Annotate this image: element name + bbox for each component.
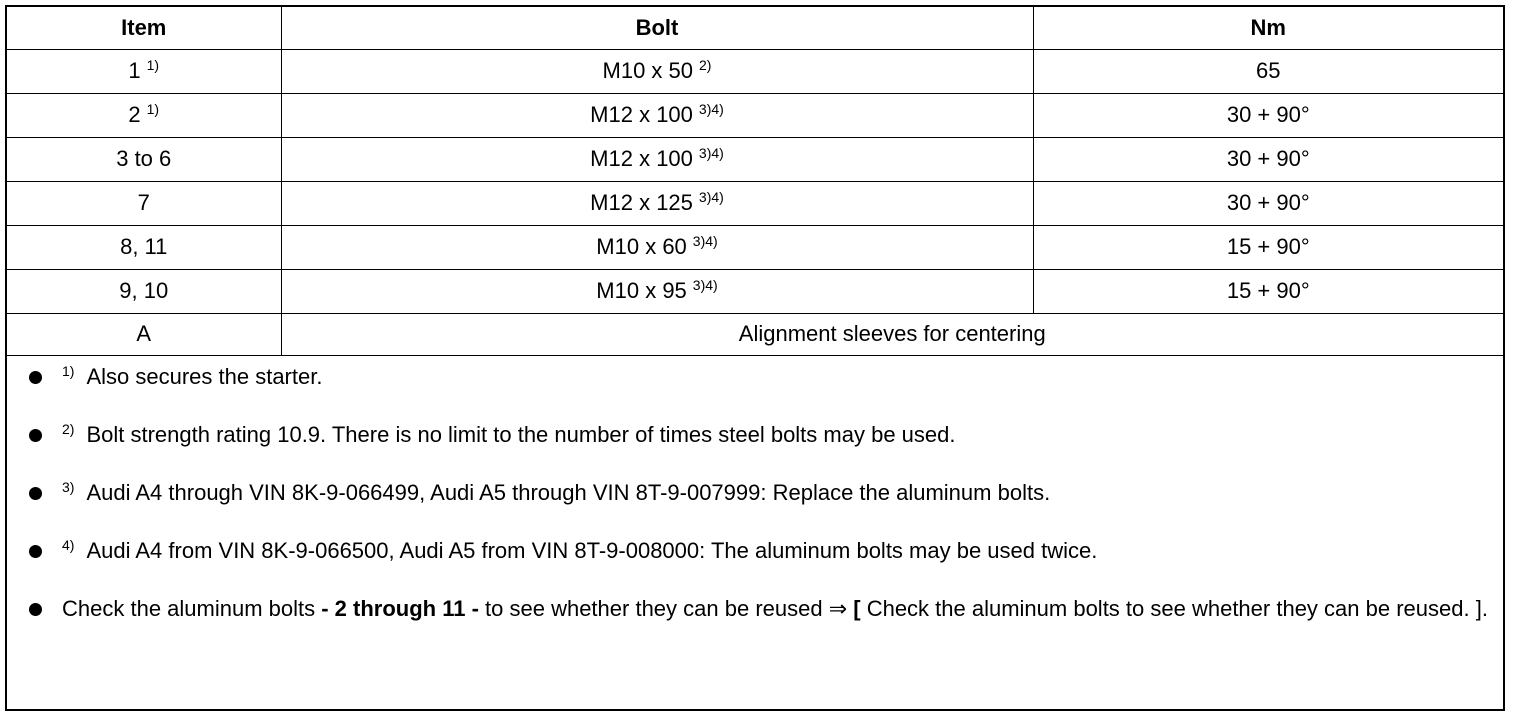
table-row <box>7 181 1503 225</box>
item-cell <box>7 137 281 181</box>
table-header-row <box>7 7 1503 49</box>
alignment-row <box>7 313 1503 355</box>
item-cell <box>7 225 281 269</box>
bullet-icon <box>29 545 42 558</box>
list-item <box>7 595 1503 622</box>
torque-specification-panel <box>5 5 1505 711</box>
bolt-value: M10 x 95 <box>596 278 687 303</box>
item-value: 7 <box>137 190 150 215</box>
bullet-icon <box>29 371 42 384</box>
footnote-text: Audi A4 from VIN 8K-9-066500, Audi A5 from VIN 8T-9-008000: The aluminum bolts may be used twice. <box>86 538 1098 563</box>
check-note-suffix: . <box>1481 596 1488 621</box>
footnote-marker: 1) <box>62 363 75 379</box>
bolt-footnote: 3)4) <box>698 189 724 205</box>
footnote-marker: 3) <box>62 479 75 495</box>
bolt-footnote: 2) <box>699 57 712 73</box>
table-row <box>7 225 1503 269</box>
item-cell <box>7 181 281 225</box>
table-row <box>7 269 1503 313</box>
item-value: 2 <box>128 102 141 127</box>
torque-cell: 30 + 90° <box>1033 93 1503 137</box>
bolt-cell <box>281 269 1033 313</box>
list-item <box>7 421 1503 451</box>
check-note-prefix: Check the aluminum bolts <box>62 596 322 621</box>
item-value: 1 <box>128 58 141 83</box>
bolt-cell <box>281 225 1033 269</box>
table-row <box>7 49 1503 93</box>
alignment-description: Alignment sleeves for centering <box>281 313 1503 355</box>
list-item <box>7 537 1503 567</box>
bolt-cell <box>281 137 1033 181</box>
footnote-text: Bolt strength rating 10.9. There is no limit to the number of times steel bolts may be used. <box>86 422 956 447</box>
torque-table <box>7 7 1503 356</box>
check-aluminum-bolts-link[interactable]: Check the aluminum bolts to see whether they can be reused. <box>860 596 1476 621</box>
item-footnote: 1) <box>146 57 160 73</box>
check-note-bold: - 2 through 11 - <box>321 596 479 621</box>
torque-cell: 15 + 90° <box>1033 269 1503 313</box>
bolt-value: M10 x 50 <box>602 58 694 83</box>
footnote-marker: 2) <box>62 421 75 437</box>
column-header-nm: Nm <box>1033 7 1503 49</box>
item-cell: A <box>7 313 281 355</box>
link-bracket-open: [ <box>853 596 861 621</box>
footnotes-list <box>7 363 1503 650</box>
column-header-bolt: Bolt <box>281 7 1033 49</box>
bolt-footnote: 3)4) <box>698 145 724 161</box>
bolt-footnote: 3)4) <box>692 233 718 249</box>
table-row <box>7 137 1503 181</box>
item-cell <box>7 49 281 93</box>
torque-cell: 15 + 90° <box>1033 225 1503 269</box>
footnote-text: Also secures the starter. <box>86 364 323 389</box>
footnote-text: Audi A4 through VIN 8K-9-066499, Audi A5 through VIN 8T-9-007999: Replace the aluminum bolts. <box>86 480 1051 505</box>
item-footnote: 1) <box>146 101 160 117</box>
bolt-footnote: 3)4) <box>698 101 724 117</box>
bolt-cell <box>281 181 1033 225</box>
bolt-value: M12 x 100 <box>590 146 693 171</box>
item-value: 3 to 6 <box>116 146 172 171</box>
bullet-icon <box>29 429 42 442</box>
bolt-value: M12 x 125 <box>590 190 693 215</box>
bullet-icon <box>29 603 42 616</box>
link-bracket-close: ] <box>1475 596 1482 621</box>
bolt-cell <box>281 93 1033 137</box>
bolt-value: M10 x 60 <box>596 234 687 259</box>
column-header-item: Item <box>7 7 281 49</box>
list-item <box>7 479 1503 509</box>
bolt-cell <box>281 49 1033 93</box>
torque-cell: 30 + 90° <box>1033 181 1503 225</box>
item-cell <box>7 269 281 313</box>
check-note-middle: to see whether they can be reused ⇒ <box>478 596 854 621</box>
bolt-footnote: 3)4) <box>692 277 718 293</box>
bullet-icon <box>29 487 42 500</box>
torque-cell: 65 <box>1033 49 1503 93</box>
item-value: 9, 10 <box>119 278 169 303</box>
footnote-marker: 4) <box>62 537 75 553</box>
item-cell <box>7 93 281 137</box>
table-row <box>7 93 1503 137</box>
list-item <box>7 363 1503 393</box>
bolt-value: M12 x 100 <box>590 102 693 127</box>
item-value: 8, 11 <box>120 234 168 259</box>
torque-cell: 30 + 90° <box>1033 137 1503 181</box>
